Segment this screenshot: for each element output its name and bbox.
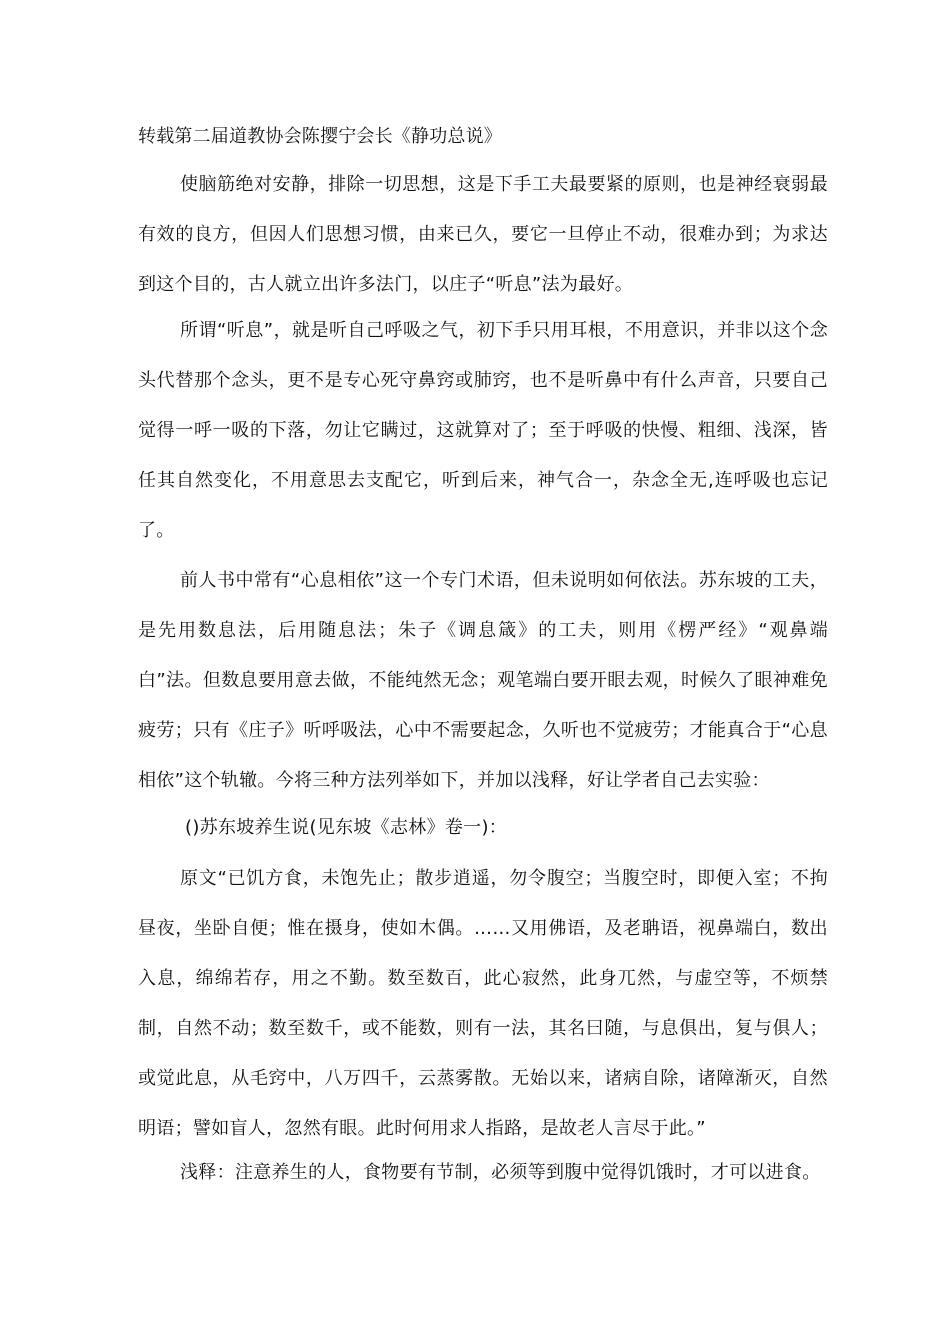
- quote-paragraph: [138, 854, 828, 1154]
- paragraph-2-text: 所谓“听息”，就是听自己呼吸之气，初下手只用耳根，不用意识，并非以这个念头代替那个念头，更不是专心死守鼻窍或肺窍，也不是听鼻中有什么声音，只要自己觉得一呼一吸的下落，勿让它瞒过，这就算对了；至于呼吸的快慢、粗细、浅深，皆任其自然变化，不用意思去支配它，听到后来，神气合一，杂念全无,连呼吸也忘记了。: [138, 320, 828, 541]
- paragraph-3: [138, 556, 828, 806]
- paragraph-3-text: 前人书中常有“心息相依”这一个专门术语，但未说明如何依法。苏东坡的工夫，是先用数息法，后用随息法；朱子《调息箴》的工夫，则用《楞严经》“观鼻端白”法。但数息要用意去做，不能纯然无念；观笔端白要开眼去观，时候久了眼神难免疲劳；只有《庄子》听呼吸法，心中不需要起念，久听也不觉疲劳；才能真合于“心息相依”这个轨辙。今将三种方法列举如下，并加以浅释，好让学者自己去实验：: [138, 570, 828, 791]
- paragraph-2: [138, 306, 828, 556]
- quote-text: 原文“已饥方食，未饱先止；散步逍遥，勿令腹空；当腹空时，即便入室；不拘昼夜，坐卧自便；惟在摄身，使如木偶。……又用佛语，及老聃语，视鼻端白，数出入息，绵绵若存，用之不勤。数至数百，此心寂然，此身兀然，与虚空等，不烦禁制，自然不动；数至数千，或不能数，则有一法，其名曰随，与息俱出，复与俱人；或觉此息，从毛窍中，八万四千，云蒸雾散。无始以来，诸病自除，诸障渐灭，自然明语；譬如盲人，忽然有眼。此时何用求人指路，是故老人言尽于此。”: [138, 868, 828, 1139]
- note-text: 浅释：注意养生的人，食物要有节制，必须等到腹中觉得饥饿时，才可以进食。: [180, 1162, 821, 1183]
- paragraph-1-text: 使脑筋绝对安静，排除一切思想，这是下手工夫最要紧的原则，也是神经衰弱最有效的良方，但因人们思想习惯，由来已久，要它一旦停止不动，很难办到；为求达到这个目的，古人就立出许多法门，以庄子“听息”法为最好。: [138, 174, 828, 295]
- paragraph-1: [138, 160, 828, 310]
- section-subheading: ()苏东坡养生说(见东坡《志林》卷一)：: [185, 817, 508, 838]
- document-title: 转载第二届道教协会陈撄宁会长《静功总说》: [138, 126, 502, 147]
- note-paragraph: [138, 1148, 828, 1198]
